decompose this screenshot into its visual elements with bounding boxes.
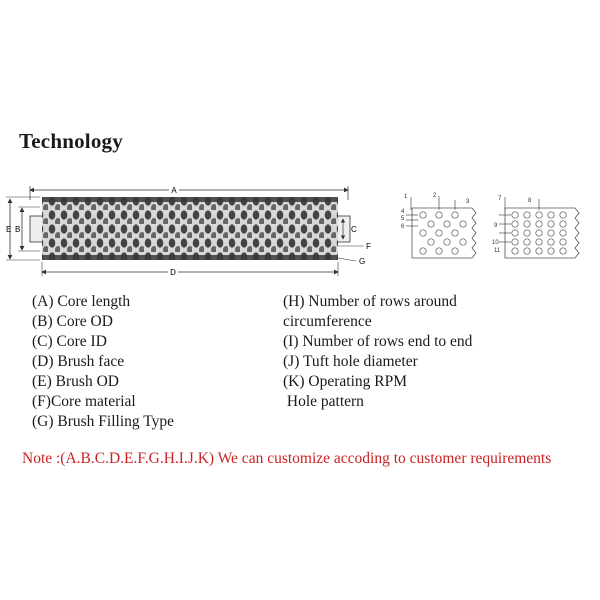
dimension-label-f: F bbox=[366, 242, 371, 251]
dimension-label-e: E bbox=[6, 225, 12, 234]
hole-pattern-2 bbox=[492, 196, 579, 258]
parameter-item: (H) Number of rows around bbox=[283, 293, 457, 310]
parameter-item: (F)Core material bbox=[32, 393, 136, 410]
parameter-item: (B) Core OD bbox=[32, 313, 113, 330]
pattern-label: 6 bbox=[401, 224, 405, 230]
parameter-item: (E) Brush OD bbox=[32, 373, 119, 390]
pattern-label: 4 bbox=[401, 209, 405, 215]
pattern-label: 2 bbox=[433, 193, 437, 199]
pattern-label: 7 bbox=[498, 196, 502, 202]
pattern-label: 10 bbox=[492, 240, 499, 246]
pattern-label: 11 bbox=[494, 248, 501, 254]
dimension-d bbox=[42, 262, 338, 277]
dimension-label-b: B bbox=[15, 225, 21, 234]
parameter-item: (J) Tuft hole diameter bbox=[283, 353, 418, 370]
page-title: Technology bbox=[19, 129, 123, 153]
brush-body bbox=[42, 197, 338, 260]
parameter-item: (A) Core length bbox=[32, 293, 131, 310]
parameter-list-left bbox=[32, 292, 174, 432]
pattern-label: 3 bbox=[466, 199, 470, 205]
parameter-item: Hole pattern bbox=[283, 393, 364, 410]
parameter-item: circumference bbox=[283, 313, 372, 330]
dimension-label-g: G bbox=[359, 257, 366, 266]
dimension-label-d: D bbox=[170, 268, 176, 277]
brush-roller-diagram bbox=[0, 180, 600, 280]
pattern-label: 1 bbox=[404, 194, 408, 200]
hole-pattern-1 bbox=[401, 193, 476, 258]
pattern-label: 9 bbox=[494, 223, 498, 229]
parameter-item: (C) Core ID bbox=[32, 333, 107, 350]
parameter-item: (K) Operating RPM bbox=[283, 373, 407, 390]
parameter-item: (G) Brush Filling Type bbox=[32, 413, 175, 430]
parameter-item: (D) Brush face bbox=[32, 353, 125, 370]
customization-note: Note :(A.B.C.D.E.F.G.H.I.J.K) We can customize accoding to customer requirements bbox=[22, 450, 552, 467]
parameter-list-right bbox=[283, 292, 472, 412]
pattern-label: 5 bbox=[401, 216, 405, 222]
dimension-label-c: C bbox=[351, 225, 357, 234]
parameter-item: (I) Number of rows end to end bbox=[283, 333, 473, 350]
dimension-label-a: A bbox=[171, 186, 177, 195]
core-left-end bbox=[30, 216, 44, 242]
pattern-label: 8 bbox=[528, 198, 532, 204]
